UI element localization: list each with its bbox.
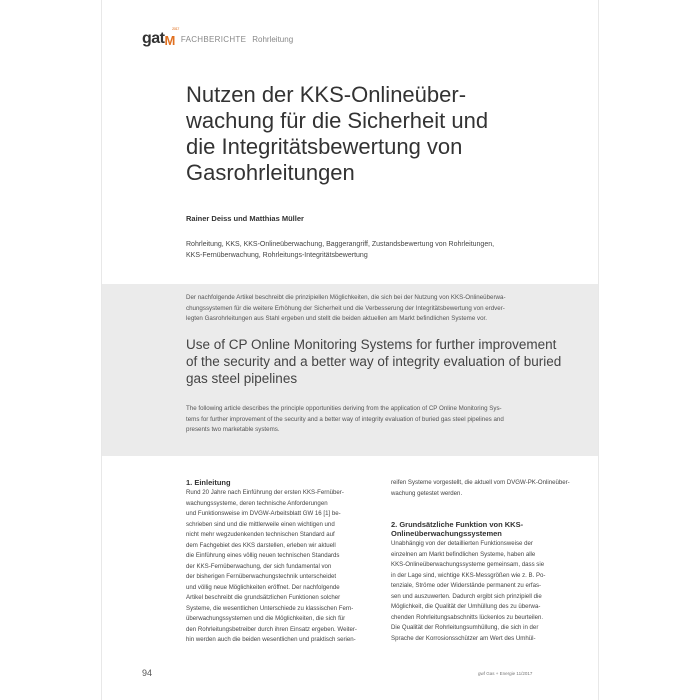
keywords-line: KKS-Fernüberwachung, Rohrleitungs-Integritätsbewertung [186,252,368,259]
title-line: Gasrohrleitungen [186,160,355,185]
text-line: Möglichkeit, die Qualität der Umhüllung des zu überwa- [391,603,541,610]
abstract-line: tems for further improvement of the security and a better way of integrity evaluation of buried gas steel pipelines and [186,415,504,423]
article-keywords [186,239,586,261]
text-line: überwachungssystemen und die Möglichkeiten, die sich für [186,615,346,622]
section-heading: 1. Einleitung [186,478,231,487]
heading-line: Onlineüberwachungssystemen [391,529,502,538]
text-line: und völlig neue Möglichkeiten eröffnet. Der nachfolgende [186,583,340,591]
text-line: Artikel beschreibt die grundsätzlichen Funktionen solcher [186,594,341,601]
abstract-german [186,293,586,325]
english-title [186,336,586,387]
heading-line: 2. Grundsätzliche Funktion von KKS- [391,520,524,529]
text-line: tenziale, Ströme oder Widerstände permanent zu erfas- [391,582,542,589]
body-column-left [186,478,380,646]
header-section: FACHBERICHTE [180,34,247,44]
text-line: sen und auszuwerten. Dadurch ergibt sich prinzipiell die [391,592,542,600]
abstract-line: presents two marketable systems. [186,426,280,433]
header-subsection: Rohrleitung [252,34,294,44]
column-text [391,539,585,644]
logo-mark: M [164,33,175,48]
abstract-line: chungssystemen für die weitere Erhöhung der Sicherheit und die Verbesserung der Integritätsbewertung von erdver- [186,304,505,312]
article-authors: Rainer Deiss und Matthias Müller [186,214,304,223]
text-line: wachungssysteme, deren technische Anforderungen [186,499,328,507]
text-line: den Rohrleitungsbetreiber durch ihren Einsatz ergeben. Weiter- [186,625,357,633]
column-text [186,488,380,646]
text-line: Die Qualität der Rohrleitungsumhüllung, die sich in der [391,624,539,631]
abstract-line: The following article describes the principle opportunities deriving from the application of CP Online Monitoring Sys- [186,405,502,412]
text-line: dem Fachgebiet des KKS darstellen, erleben wir aktuell [186,541,336,549]
abstract-english [186,404,586,436]
text-line: in der Lage sind, wichtige KKS-Messgrößen wie z. B. Po- [391,571,546,579]
abstract-line: legten Gasrohrleitungen aus Stahl ergeben und stellt die beiden aktuellen am Markt befindlichen Systeme vor. [186,315,487,322]
text-line: der KKS-Fernüberwachung, der sich fundamental von [186,562,332,570]
text-line: einzelnen am Markt befindlichen Systeme, haben alle [391,550,536,558]
english-title-line: Use of CP Online Monitoring Systems for further improvement [186,337,557,352]
text-line: hin werden auch die beiden wesentlichen und praktisch serien- [186,636,356,643]
text-line: die Einführung eines völlig neuen technischen Standards [186,552,340,559]
gat-logo [142,26,179,48]
text-line: reifen Systeme vorgestellt, die aktuell vom DVGW-PK-Onlineüber- [391,479,570,486]
section-heading [391,520,585,538]
text-line: Rund 20 Jahre nach Einführung der ersten KKS-Fernüber- [186,489,344,496]
logo-superscript: 2017 [172,26,179,31]
text-line: schrieben sind und die mittlerweile einen wichtigen und [186,520,335,528]
title-line: wachung für die Sicherheit und [186,108,489,133]
page-number: 94 [142,668,153,678]
article-title [186,82,566,186]
page-header [142,26,294,48]
text-line: KKS-Onlineüberwachungssysteme gemeinsam, dass sie [391,561,545,568]
keywords-line: Rohrleitung, KKS, KKS-Onlineüberwachung, Baggerangriff, Zustandsbewertung von Rohrleitungen, [186,241,495,248]
text-line: Sprache der Korrosionsschützer am Wert des Umhül- [391,634,536,642]
english-title-line: of the security and a better way of integrity evaluation of buried [186,354,562,369]
text-line: wachung getestet werden. [391,489,463,497]
text-line: Systeme, die wesentlichen Unterschiede zu klassischen Fern- [186,604,354,612]
text-line: Unabhängig von der detaillierten Funktionsweise der [391,540,533,547]
column-text [391,478,585,499]
magazine-footer: gwf Gas + Energie 11/2017 [478,671,533,676]
abstract-line: Der nachfolgende Artikel beschreibt die prinzipiellen Möglichkeiten, die sich bei der Nutzung von KKS-Onlineüberwa- [186,294,506,301]
text-line: und Funktionsweise im DVGW-Arbeitsblatt GW 16 [1] be- [186,510,341,517]
body-column-right [391,478,585,644]
text-line: nicht mehr wegzudenkenden technischen Standard auf [186,531,335,538]
title-line: die Integritätsbewertung von [186,134,463,159]
english-title-line: gas steel pipelines [186,371,298,386]
text-line: der bisherigen Fernüberwachungstechnik unterscheidet [186,573,337,580]
text-line: chenden Rohrleitungsabschnitts lückenlos zu beurteilen. [391,613,544,621]
logo-text: gat [142,30,165,47]
title-line: Nutzen der KKS-Onlineüber- [186,82,467,107]
